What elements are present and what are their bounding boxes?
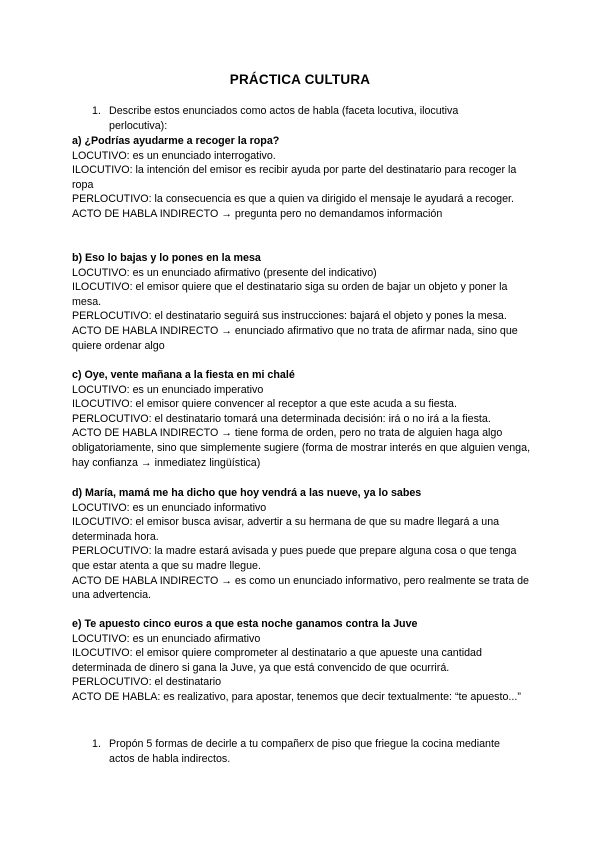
question-text: Propón 5 formas de decirle a tu compañerx de piso que friegue la cocina mediante actos de habla indirectos. <box>109 738 500 765</box>
locutivo-line: LOCUTIVO: es un enunciado imperativo <box>72 383 264 396</box>
perlocutivo-line: PERLOCUTIVO: el destinatario seguirá sus instrucciones: bajará el objeto y pones la mesa. <box>72 310 507 323</box>
section-heading: c) Oye, vente mañana a la fiesta en mi chalé <box>72 369 295 381</box>
acto-habla-line: ACTO DE HABLA INDIRECTO → es como un enunciado informativo, pero realmente se trata de una advertencia. <box>72 574 529 602</box>
acto-habla-line: ACTO DE HABLA INDIRECTO → pregunta pero no demandamos información <box>72 207 443 220</box>
perlocutivo-line: PERLOCUTIVO: el destinatario <box>72 676 222 689</box>
ilocutivo-line: ILOCUTIVO: la intención del emisor es recibir ayuda por parte del destinatario para recoger la ropa <box>72 164 517 191</box>
section-heading: e) Te apuesto cinco euros a que esta noche ganamos contra la Juve <box>72 618 418 630</box>
list-number: 1. <box>92 738 101 750</box>
ilocutivo-line: ILOCUTIVO: el emisor quiere que el destinatario siga su orden de bajar un objeto y poner la mesa. <box>72 281 508 308</box>
section-a <box>72 134 532 222</box>
question-text: Describe estos enunciados como actos de habla (faceta locutiva, ilocutiva perlocutiva): <box>109 105 459 132</box>
section-e <box>72 617 532 705</box>
acto-habla-line: ACTO DE HABLA INDIRECTO → tiene forma de orden, pero no trata de alguien haga algo obligatoriamente, sino que simplemente sugiere (forma de mostrar interés en que alguien venga, hay confianza → inmediatez lingüística) <box>72 427 531 469</box>
section-heading: d) María, mamá me ha dicho que hoy vendrá a las nueve, ya lo sabes <box>72 487 422 499</box>
ilocutivo-line: ILOCUTIVO: el emisor quiere comprometer al destinatario a que apueste una cantidad determinada de dinero si gana la Juve, ya que está convencido de que ocurrirá. <box>72 647 482 674</box>
section-c <box>72 368 532 470</box>
section-b <box>72 251 532 353</box>
page-title: PRÁCTICA CULTURA <box>229 72 371 87</box>
ilocutivo-line: ILOCUTIVO: el emisor quiere convencer al receptor a que este acuda a su fiesta. <box>72 398 457 411</box>
ilocutivo-line: ILOCUTIVO: el emisor busca avisar, advertir a su hermana de que su madre llegará a una determinada hora. <box>72 516 500 543</box>
list-number: 1. <box>92 105 101 117</box>
perlocutivo-line: PERLOCUTIVO: la madre estará avisada y pues puede que prepare alguna cosa o que tenga que estar atenta a que su madre llegue. <box>72 545 517 572</box>
section-heading: b) Eso lo bajas y lo pones en la mesa <box>72 252 261 264</box>
acto-habla-line: ACTO DE HABLA INDIRECTO → enunciado afirmativo que no trata de afirmar nada, sino que quiere ordenar algo <box>72 324 518 352</box>
locutivo-line: LOCUTIVO: es un enunciado afirmativo (presente del indicativo) <box>72 266 377 279</box>
acto-habla-line: ACTO DE HABLA: es realizativo, para apostar, tenemos que decir textualmente: “te apuesto...” <box>72 690 521 703</box>
locutivo-line: LOCUTIVO: es un enunciado informativo <box>72 501 267 514</box>
section-heading: a) ¿Podrías ayudarme a recoger la ropa? <box>72 135 280 147</box>
locutivo-line: LOCUTIVO: es un enunciado interrogativo. <box>72 149 276 162</box>
perlocutivo-line: PERLOCUTIVO: el destinatario tomará una determinada decisión: irá o no irá a la fiesta. <box>72 412 491 425</box>
perlocutivo-line: PERLOCUTIVO: la consecuencia es que a quien va dirigido el mensaje le ayudará a recoger. <box>72 193 514 206</box>
section-d <box>72 486 532 603</box>
locutivo-line: LOCUTIVO: es un enunciado afirmativo <box>72 632 261 645</box>
